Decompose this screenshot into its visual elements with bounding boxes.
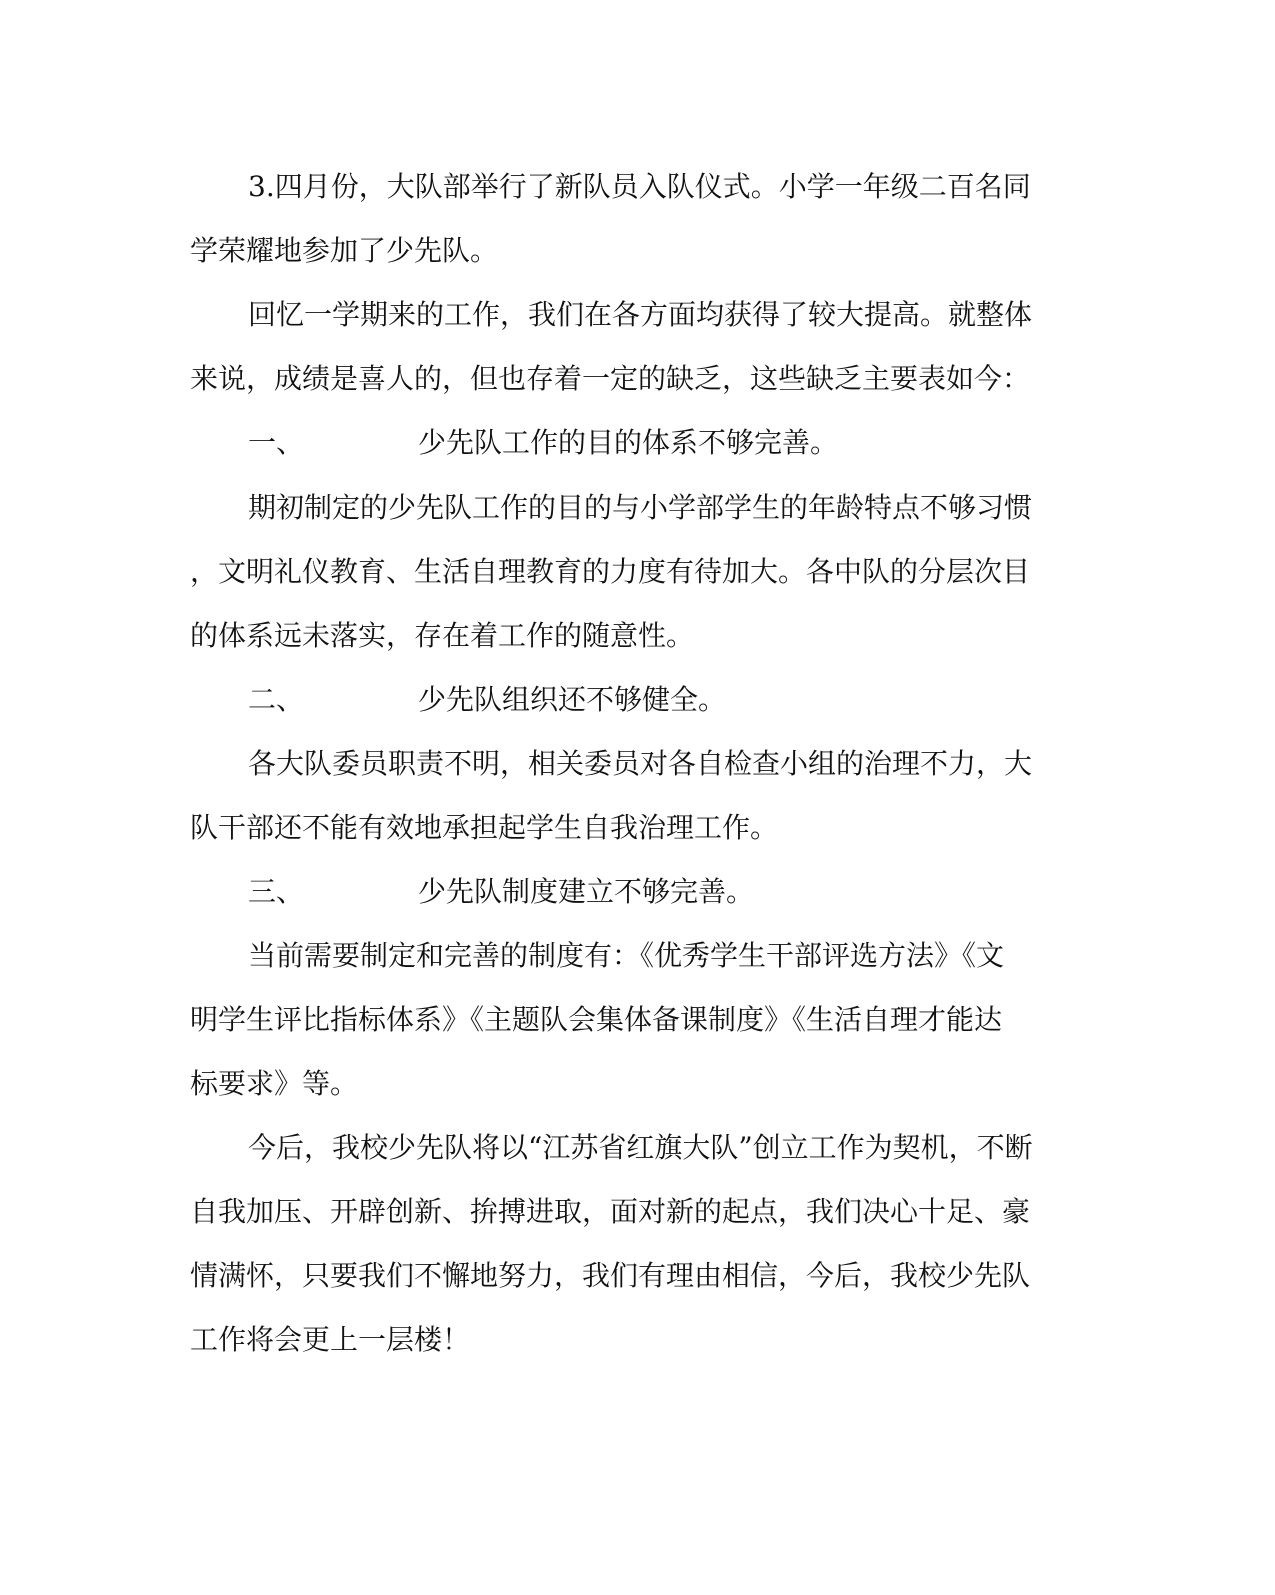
text-line: 3.四月份，大队部举行了新队员入队仪式。小学一年级二百名同	[248, 170, 1031, 203]
text-line: 期初制定的少先队工作的目的与小学部学生的年龄特点不够习惯	[248, 491, 1033, 524]
heading-number: 一、	[248, 426, 305, 459]
text-line: 标要求》等。	[190, 1067, 359, 1100]
heading-number: 二、	[248, 683, 305, 716]
text-line: 各大队委员职责不明，相关委员对各自检查小组的治理不力，大	[248, 747, 1033, 780]
heading-text: 少先队组织还不够健全。	[418, 683, 727, 716]
text-line: 来说，成绩是喜人的，但也存着一定的缺乏，这些缺乏主要表如今：	[190, 362, 1031, 395]
text-line: 学荣耀地参加了少先队。	[190, 234, 499, 267]
heading-number: 三、	[248, 875, 305, 908]
text-line: 回忆一学期来的工作，我们在各方面均获得了较大提高。就整体	[248, 298, 1033, 331]
text-line: 自我加压、开辟创新、拚搏进取，面对新的起点，我们决心十足、豪	[190, 1195, 1031, 1228]
text-line: 情满怀，只要我们不懈地努力，我们有理由相信，今后，我校少先队	[190, 1259, 1031, 1292]
text-line: ，文明礼仪教育、生活自理教育的力度有待加大。各中队的分层次目	[190, 555, 1031, 588]
text-line: 工作将会更上一层楼！	[190, 1323, 471, 1356]
text-line: 的体系远未落实，存在着工作的随意性。	[190, 619, 695, 652]
heading-text: 少先队工作的目的体系不够完善。	[418, 426, 839, 459]
text-line: 队干部还不能有效地承担起学生自我治理工作。	[190, 811, 779, 844]
text-line: 今后，我校少先队将以“江苏省红旗大队”创立工作为契机，不断	[248, 1131, 1033, 1164]
text-line: 明学生评比指标体系》《主题队会集体备课制度》《生活自理才能达	[190, 1003, 1003, 1036]
heading-text: 少先队制度建立不够完善。	[418, 875, 755, 908]
text-line: 当前需要制定和完善的制度有：《优秀学生干部评选方法》《文	[248, 939, 1005, 972]
